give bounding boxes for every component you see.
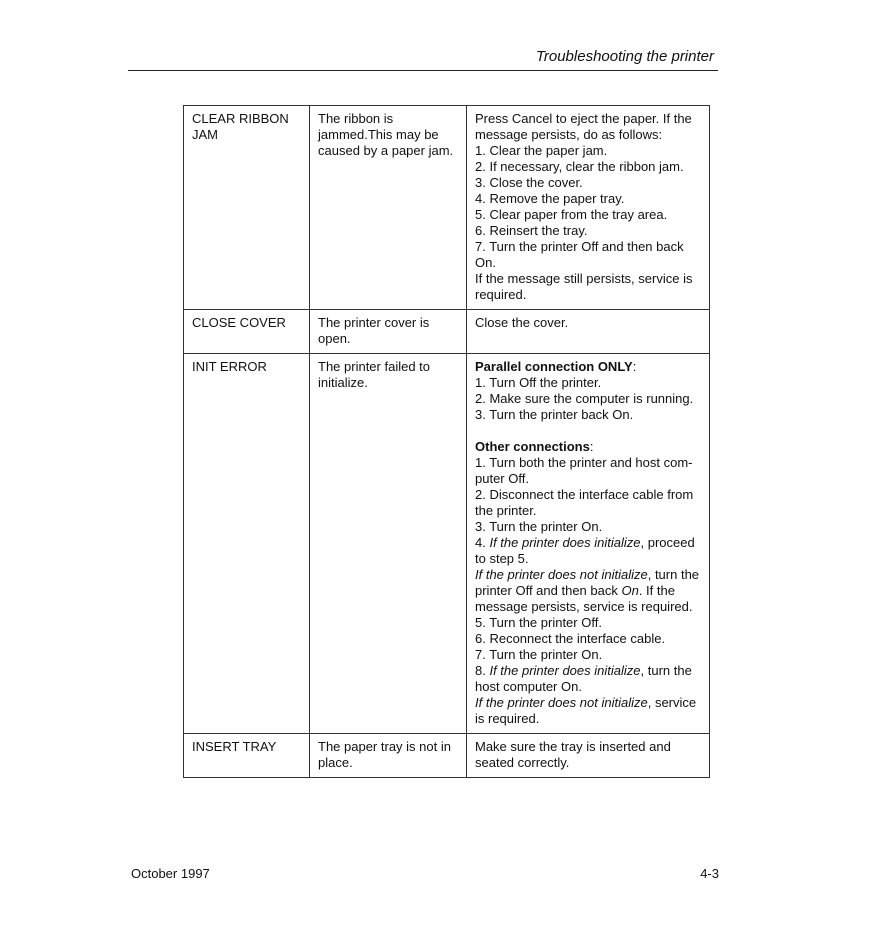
step-text: . If the message persists, service is required.	[475, 583, 693, 614]
action-line: 4. Remove the paper tray.	[475, 191, 625, 206]
action-line: If the message still persists, service is required.	[475, 271, 693, 302]
action-line: 2. Make sure the computer is running.	[475, 391, 694, 406]
action-line	[475, 695, 701, 727]
action-line: Make sure the tray is inserted and seated correctly.	[475, 739, 671, 770]
action-cell	[467, 310, 710, 354]
action-line	[475, 663, 701, 695]
italic-condition: If the printer does not initialize	[475, 567, 648, 582]
action-cell	[467, 734, 710, 778]
action-line: 2. Disconnect the interface cable from the printer.	[475, 487, 694, 518]
action-line: 1. Turn Off the printer.	[475, 375, 602, 390]
other-heading: Other connections	[475, 439, 590, 454]
action-line: 3. Turn the printer back On.	[475, 407, 634, 422]
cause-cell: The ribbon is jammed.This may be caused by a paper jam.	[310, 106, 467, 310]
cause-cell: The printer cover is open.	[310, 310, 467, 354]
action-line: Close the cover.	[475, 315, 569, 330]
action-cell	[467, 106, 710, 310]
header-title: Troubleshooting the printer	[535, 48, 714, 65]
action-line: 6. Reconnect the interface cable.	[475, 631, 666, 646]
italic-condition: If the printer does initialize	[489, 535, 641, 550]
action-line: 7. Turn the printer Off and then back On.	[475, 239, 684, 270]
message-cell: INSERT TRAY	[184, 734, 310, 778]
action-line: 2. If necessary, clear the ribbon jam.	[475, 159, 684, 174]
italic-condition: If the printer does initialize	[489, 663, 641, 678]
italic-on: On	[621, 583, 639, 598]
step-number: 8.	[475, 663, 490, 678]
action-line	[475, 567, 701, 615]
table-row	[184, 354, 710, 734]
troubleshooting-table	[183, 105, 710, 778]
spacer	[475, 423, 701, 439]
step-text: , proceed to step 5.	[475, 535, 695, 566]
cause-cell: The paper tray is not in place.	[310, 734, 467, 778]
step-text: , service is required.	[475, 695, 697, 726]
action-line: 7. Turn the printer On.	[475, 647, 603, 662]
action-line	[475, 535, 701, 567]
table-row	[184, 734, 710, 778]
parallel-heading-line: Parallel connection ONLY:	[475, 359, 637, 374]
action-cell	[467, 354, 710, 734]
action-line: 1. Turn both the printer and host com-puter Off.	[475, 455, 693, 486]
page-header	[128, 48, 718, 71]
italic-condition: If the printer does not initialize	[475, 695, 648, 710]
action-line: 3. Close the cover.	[475, 175, 583, 190]
footer-date: October 1997	[131, 866, 210, 881]
table-row	[184, 310, 710, 354]
message-cell: INIT ERROR	[184, 354, 310, 734]
action-line: 3. Turn the printer On.	[475, 519, 603, 534]
action-line: 1. Clear the paper jam.	[475, 143, 608, 158]
step-text: , turn the host computer On.	[475, 663, 692, 694]
action-line: 5. Turn the printer Off.	[475, 615, 602, 630]
action-line: Press Cancel to eject the paper. If the message persists, do as follows:	[475, 111, 692, 142]
action-line: 6. Reinsert the tray.	[475, 223, 588, 238]
action-line: 5. Clear paper from the tray area.	[475, 207, 668, 222]
table-row	[184, 106, 710, 310]
step-number: 4.	[475, 535, 490, 550]
parallel-heading: Parallel connection ONLY	[475, 359, 633, 374]
other-heading-line: Other connections:	[475, 439, 594, 454]
step-text: , turn the printer Off and then back	[475, 567, 700, 598]
message-cell: CLEAR RIBBON JAM	[184, 106, 310, 310]
message-cell: CLOSE COVER	[184, 310, 310, 354]
page-number: 4-3	[700, 866, 719, 881]
cause-cell: The printer failed to initialize.	[310, 354, 467, 734]
